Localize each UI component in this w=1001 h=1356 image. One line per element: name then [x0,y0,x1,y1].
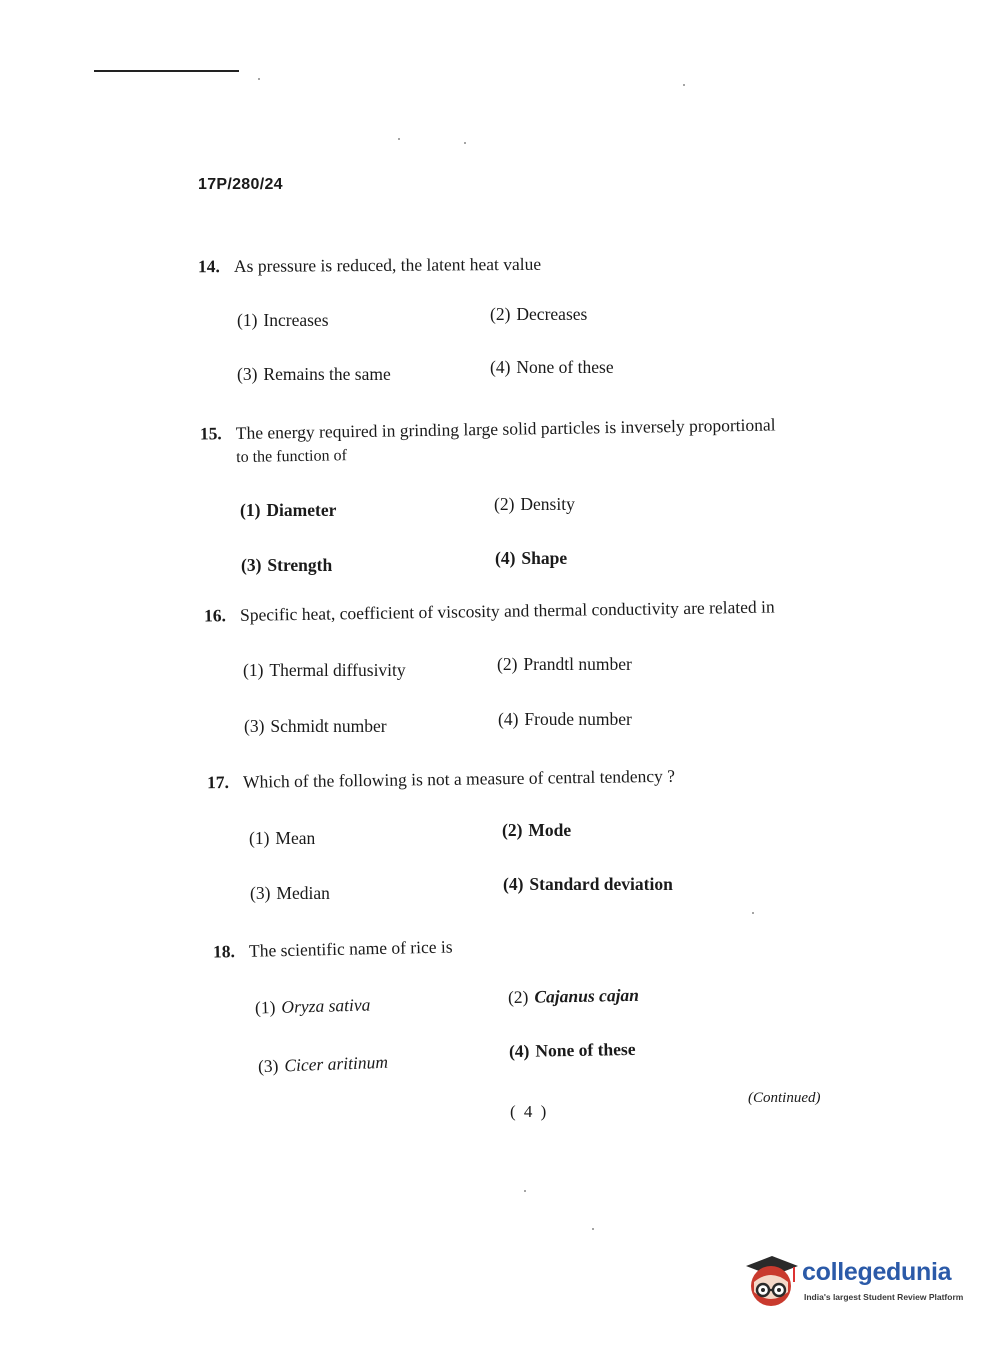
scan-speck [683,84,685,86]
option: (1) Oryza sativa [254,994,371,1018]
option: (4) None of these [508,1038,636,1062]
option: (1) Mean [249,828,316,848]
option: (4) None of these [490,357,614,377]
option: (3) Median [250,883,330,903]
option: (3) Schmidt number [244,716,387,736]
option: (3) Remains the same [237,364,391,384]
paper-code: 17P/280/24 [198,176,283,193]
question-text: The energy required in grinding large solid particles is inversely proportional [235,414,776,443]
question-continuation: to the function of [236,447,347,467]
option: (2) Mode [502,820,572,840]
question-number: 17. [206,771,230,793]
page-number: ( 4 ) [510,1102,549,1121]
top-rule [94,70,239,72]
question-number: 15. [199,423,222,444]
option: (2) Decreases [490,304,588,324]
scan-speck [464,142,466,144]
option: (2) Cajanus cajan [507,984,640,1008]
question-15 [200,411,776,470]
option: (2) Prandtl number [497,654,632,674]
option: (1) Thermal diffusivity [243,660,406,680]
option: (4) Froude number [498,709,632,729]
collegedunia-watermark [742,1252,972,1312]
question-18 [213,933,453,964]
question-text: The scientific name of rice is [248,936,453,961]
option: (4) Standard deviation [503,874,673,894]
option: (2) Density [494,494,575,514]
scan-speck [258,78,260,80]
option: (1) Increases [237,310,329,330]
option: (4) Shape [495,548,568,568]
question-17 [207,763,675,796]
scan-speck [752,912,754,914]
continued-label: (Continued) [748,1090,821,1106]
question-16 [204,594,775,629]
option: (3) Cicer aritinum [257,1051,389,1077]
option: (1) Diameter [240,500,337,520]
scan-speck [398,138,400,140]
question-number: 14. [197,256,220,277]
question-14 [198,251,541,280]
question-text: As pressure is reduced, the latent heat value [233,253,542,276]
brand-tagline: India's largest Student Review Platform [804,1292,964,1302]
question-number: 18. [212,941,236,962]
question-number: 16. [203,605,227,626]
question-text: Specific heat, coefficient of viscosity and thermal conductivity are related in [239,596,775,625]
brand-name: collegedunia [802,1258,952,1286]
option: (3) Strength [241,555,333,575]
question-text: Which of the following is not a measure of central tendency ? [242,765,676,792]
scan-speck [524,1190,526,1192]
scan-speck [592,1228,594,1230]
mascot-icon [742,1252,800,1310]
